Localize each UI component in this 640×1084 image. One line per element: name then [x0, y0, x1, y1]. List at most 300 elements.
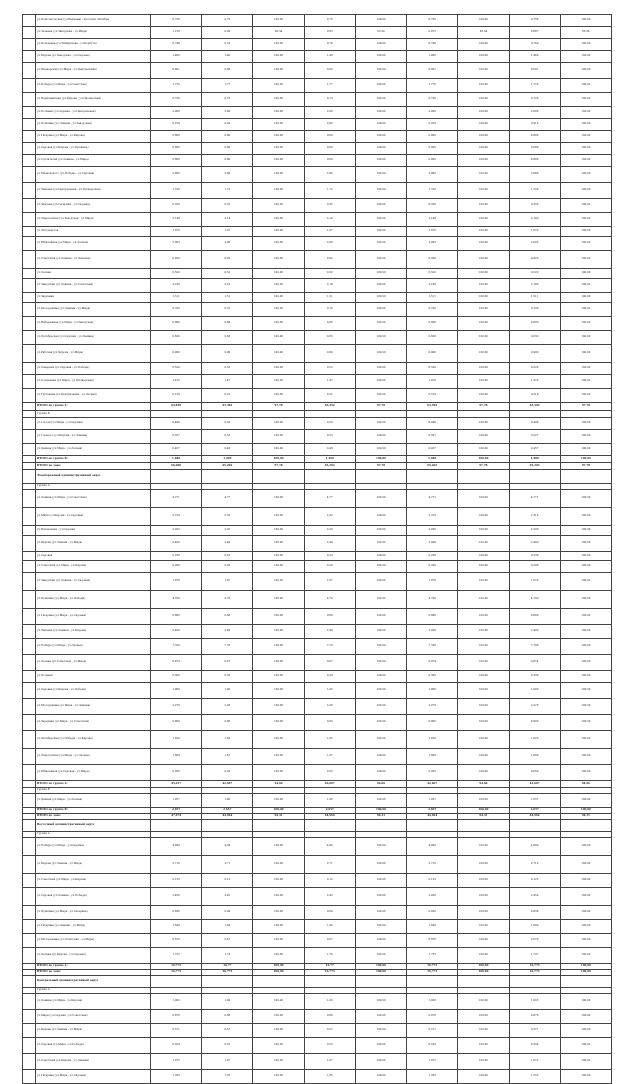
row-number — [23, 731, 36, 749]
value-cell: 16,773 — [407, 964, 458, 970]
value-cell: 1,057 — [509, 794, 560, 808]
value-cell: 1,06 — [202, 794, 253, 808]
value-cell: 100,00 — [253, 749, 304, 765]
value-cell: 100,00 — [253, 345, 304, 363]
value-cell: 2,710 — [407, 856, 458, 874]
value-cell: 100,00 — [355, 765, 406, 781]
value-cell: 2,140 — [509, 213, 560, 227]
value-cell: 100,00 — [560, 683, 611, 699]
value-cell: 100,00 — [253, 331, 304, 345]
value-cell: 16,77 — [304, 964, 355, 970]
street-name-cell: ул.Вокзальная - ул.Садовая — [36, 526, 151, 536]
value-cell: 1,87 — [202, 573, 253, 591]
table-row — [23, 526, 612, 536]
street-name-cell: ул.Маяковского (ул.Победы - ул.Садовая) — [36, 167, 151, 183]
value-cell: 100,00 — [560, 269, 611, 279]
section-row — [23, 820, 612, 832]
value-cell — [560, 820, 611, 832]
value-cell: 100,00 — [560, 920, 611, 934]
value-cell: 100,00 — [560, 731, 611, 749]
value-cell: 2,140 — [407, 213, 458, 227]
value-cell: 2,279 — [407, 699, 458, 715]
street-name-cell: Группа А — [36, 484, 151, 490]
value-cell: 4,840 — [509, 838, 560, 856]
value-cell: 0,92 — [202, 27, 253, 39]
value-cell: 1,87 — [304, 573, 355, 591]
value-cell: 100,00 — [355, 418, 406, 430]
value-cell: 100,00 — [253, 934, 304, 948]
value-cell: 100,00 — [458, 303, 509, 317]
value-cell: 0,300 — [151, 671, 202, 683]
value-cell: 1,640 — [151, 920, 202, 934]
value-cell: 2,860 — [407, 167, 458, 183]
value-cell: 100,00 — [458, 155, 509, 167]
value-cell: 0,70 — [202, 303, 253, 317]
value-cell: 100,00 — [560, 107, 611, 119]
value-cell — [509, 470, 560, 484]
value-cell: 100,00 — [560, 1054, 611, 1070]
value-cell: 4,771 — [407, 490, 458, 508]
value-cell: 0,700 — [151, 303, 202, 317]
value-cell: 0,74 — [202, 39, 253, 51]
section-row — [23, 976, 612, 988]
street-name-cell: ул.Кирова (ул.Ленина - ул.Мира) — [36, 856, 151, 874]
value-cell: 2,200 — [407, 526, 458, 536]
value-cell: 100,00 — [560, 119, 611, 131]
value-cell: 0,919 — [407, 119, 458, 131]
value-cell: 0,125 — [407, 874, 458, 888]
row-number — [23, 856, 36, 874]
value-cell: 0,73 — [304, 93, 355, 107]
value-cell: 100,00 — [253, 213, 304, 227]
row-number — [23, 293, 36, 303]
table-row — [23, 79, 612, 93]
value-cell — [458, 976, 509, 988]
value-cell: 1,460 — [509, 51, 560, 63]
value-cell: 100,00 — [560, 363, 611, 375]
street-name-cell: ул.Гоголя (ул.Мира - ул.Садовая) — [36, 418, 151, 430]
value-cell: 100,00 — [253, 456, 304, 463]
value-cell: 1,770 — [151, 79, 202, 93]
value-cell: 2,400 — [151, 625, 202, 639]
value-cell: 0,900 — [151, 345, 202, 363]
value-cell: 100,00 — [355, 964, 406, 970]
value-cell: 0,46 — [304, 444, 355, 456]
value-cell: 100,00 — [355, 994, 406, 1010]
value-cell: 100,00 — [458, 526, 509, 536]
value-cell: 1,35 — [304, 1070, 355, 1084]
value-cell: 100,00 — [253, 444, 304, 456]
street-name-cell: ул.Садовая (ул.Кирова - ул.Пушкина) — [36, 143, 151, 155]
table-row — [23, 490, 612, 508]
table-row — [23, 683, 612, 699]
value-cell: 100,00 — [560, 279, 611, 293]
value-cell: 100,00 — [458, 251, 509, 269]
street-name-cell: ул.Ленина (ул.Мира - ул.Кирова) — [36, 994, 151, 1010]
value-cell: 1,06 — [304, 794, 355, 808]
value-cell: 0,520 — [509, 363, 560, 375]
row-number — [23, 671, 36, 683]
value-cell — [202, 411, 253, 418]
value-cell: 100,00 — [253, 715, 304, 731]
value-cell: 0,876 — [151, 1010, 202, 1024]
value-cell: 0,800 — [509, 131, 560, 143]
street-name-cell: ул.Набережная (ул.Мира - ул.Заводская) — [36, 317, 151, 331]
value-cell: 0,20 — [304, 561, 355, 573]
value-cell: 100,00 — [355, 1038, 406, 1054]
street-name-cell: ул.Садовая (ул.Ленина - ул.Победы) — [36, 888, 151, 906]
row-number — [23, 131, 36, 143]
value-cell: 100,00 — [458, 363, 509, 375]
row-number — [23, 79, 36, 93]
value-cell: 100,00 — [253, 609, 304, 625]
value-cell — [458, 820, 509, 832]
value-cell: 0,700 — [509, 303, 560, 317]
value-cell: 2,319 — [407, 508, 458, 526]
value-cell: 100,00 — [560, 970, 611, 976]
value-cell: 1,511 — [151, 293, 202, 303]
value-cell: 0,496 — [407, 418, 458, 430]
value-cell: 0,050 — [509, 765, 560, 781]
value-cell: 100,00 — [253, 251, 304, 269]
value-cell: 2,400 — [151, 536, 202, 552]
value-cell: 100,00 — [355, 699, 406, 715]
value-cell: 1,67 — [202, 749, 253, 765]
row-number — [23, 906, 36, 920]
value-cell: 0,571 — [151, 1024, 202, 1038]
value-cell: 1,72 — [202, 183, 253, 199]
value-cell: 100,00 — [253, 994, 304, 1010]
value-cell: 4,70 — [202, 591, 253, 609]
value-cell: 0,670 — [407, 934, 458, 948]
value-cell: 94,66 — [355, 781, 406, 788]
value-cell: 100,00 — [560, 39, 611, 51]
value-cell: 2,450 — [509, 888, 560, 906]
value-cell: 0,601 — [509, 63, 560, 79]
value-cell: 1,070 — [407, 227, 458, 237]
value-cell: 100,00 — [355, 856, 406, 874]
row-number — [23, 765, 36, 781]
value-cell: 2,140 — [151, 213, 202, 227]
value-cell: 0,30 — [202, 671, 253, 683]
value-cell: 1,720 — [151, 183, 202, 199]
row-number — [23, 536, 36, 552]
value-cell: 100,00 — [355, 888, 406, 906]
value-cell: 83,34 — [355, 27, 406, 39]
row-number — [23, 411, 36, 418]
value-cell: 0,876 — [407, 1010, 458, 1024]
row-number — [23, 1010, 36, 1024]
value-cell: 4,77 — [304, 490, 355, 508]
value-cell: 100,00 — [458, 444, 509, 456]
value-cell: 0,80 — [202, 143, 253, 155]
value-cell: 0,80 — [202, 317, 253, 331]
table-row — [23, 591, 612, 609]
value-cell: 100,00 — [458, 213, 509, 227]
value-cell: 1,003 — [407, 994, 458, 1010]
value-cell: 100,00 — [560, 964, 611, 970]
street-name-cell: Группа А — [36, 988, 151, 994]
table-row — [23, 167, 612, 183]
value-cell: 1,353 — [151, 1070, 202, 1084]
value-cell: 2,860 — [509, 167, 560, 183]
value-cell: 1,07 — [202, 227, 253, 237]
value-cell: 100,00 — [355, 143, 406, 155]
value-cell: 0,630 — [509, 331, 560, 345]
value-cell — [407, 411, 458, 418]
value-cell: 1,62 — [304, 731, 355, 749]
value-cell: 0,60 — [202, 63, 253, 79]
value-cell: 2,003 — [151, 237, 202, 251]
value-cell — [202, 820, 253, 832]
value-cell: 100,00 — [355, 948, 406, 964]
value-cell: 0,800 — [151, 131, 202, 143]
value-cell: 100,00 — [458, 418, 509, 430]
value-cell: 100,00 — [560, 237, 611, 251]
value-cell: 94,31 — [560, 814, 611, 820]
row-number — [23, 93, 36, 107]
value-cell: 64,830 — [151, 403, 202, 411]
value-cell: 100,00 — [355, 279, 406, 293]
value-cell: 1,74 — [202, 948, 253, 964]
value-cell: 0,875 — [407, 27, 458, 39]
value-cell: 100,00 — [355, 51, 406, 63]
table-row — [23, 155, 612, 167]
value-cell: 0,30 — [304, 671, 355, 683]
value-cell: 100,00 — [458, 107, 509, 119]
value-cell: 0,527 — [509, 430, 560, 444]
value-cell: 7,700 — [151, 639, 202, 655]
value-cell: 100,00 — [458, 199, 509, 213]
row-number — [23, 199, 36, 213]
value-cell: 100,00 — [253, 552, 304, 561]
value-cell: 100,00 — [458, 948, 509, 964]
value-cell: 0,92 — [304, 119, 355, 131]
value-cell: 0,35 — [202, 199, 253, 213]
value-cell: 65,202 — [407, 463, 458, 470]
value-cell: 100,00 — [355, 715, 406, 731]
table-row — [23, 948, 612, 964]
value-cell: 1,150 — [151, 27, 202, 39]
value-cell: 0,92 — [304, 251, 355, 269]
table-row — [23, 906, 612, 920]
value-cell: 0,836 — [509, 906, 560, 920]
value-cell: 100,00 — [355, 363, 406, 375]
value-cell: 1,072 — [407, 1054, 458, 1070]
street-name-cell: ул.Кирова (ул.Ленина - ул.Мира) — [36, 1024, 151, 1038]
value-cell — [560, 976, 611, 988]
value-cell: 100,00 — [458, 93, 509, 107]
value-cell: 0,52 — [304, 363, 355, 375]
value-cell: 100,00 — [253, 167, 304, 183]
table-row — [23, 331, 612, 345]
total-row — [23, 403, 612, 411]
value-cell: 0,55 — [202, 1038, 253, 1054]
street-name-cell: ул.Заводская (ул.Ленина - ул.Советская) — [36, 279, 151, 293]
table-row — [23, 293, 612, 303]
table-row — [23, 552, 612, 561]
value-cell: 100,00 — [253, 237, 304, 251]
value-cell: 100,00 — [458, 731, 509, 749]
value-cell: 100,00 — [560, 808, 611, 814]
value-cell: 63,392 — [202, 403, 253, 411]
street-name-cell: ул.Заречная (ул.Мира - ул.Советская) — [36, 715, 151, 731]
value-cell: 0,22 — [202, 389, 253, 403]
value-cell: 100,00 — [355, 167, 406, 183]
value-cell: 100,00 — [560, 1038, 611, 1054]
value-cell: 0,050 — [407, 765, 458, 781]
value-cell — [407, 470, 458, 484]
value-cell: 100,00 — [253, 199, 304, 213]
value-cell: 100,00 — [253, 375, 304, 389]
value-cell: 100,00 — [253, 683, 304, 699]
value-cell: 100,00 — [458, 906, 509, 920]
value-cell: 0,800 — [407, 131, 458, 143]
row-number — [23, 838, 36, 856]
value-cell: 0,680 — [407, 609, 458, 625]
table-row — [23, 444, 612, 456]
value-cell: 100,00 — [253, 765, 304, 781]
street-name-cell: ул.Кирова (ул.Заводская - ул.Садовая) — [36, 51, 151, 63]
value-cell: 0,800 — [151, 155, 202, 167]
value-cell: 1,620 — [151, 731, 202, 749]
value-cell: 0,740 — [407, 39, 458, 51]
value-cell: 0,800 — [151, 317, 202, 331]
table-row — [23, 418, 612, 430]
street-name-cell: ул.Лесная (ул.Советская - ул.Мира) — [36, 655, 151, 671]
value-cell: 100,00 — [560, 625, 611, 639]
row-number — [23, 63, 36, 79]
value-cell: 2,19 — [202, 279, 253, 293]
value-cell: 4,771 — [151, 490, 202, 508]
table-row — [23, 573, 612, 591]
value-cell: 100,00 — [355, 237, 406, 251]
value-cell: 0,874 — [407, 655, 458, 671]
value-cell: 100,00 — [560, 143, 611, 155]
table-row — [23, 536, 612, 552]
value-cell: 100,00 — [458, 490, 509, 508]
value-cell — [151, 411, 202, 418]
value-cell: 0,53 — [202, 430, 253, 444]
table-row — [23, 888, 612, 906]
value-cell: 0,12 — [202, 874, 253, 888]
value-cell: 100,00 — [560, 199, 611, 213]
street-name-cell: ул.Советская (ул.Кирова - ул.Ленина) — [36, 1054, 151, 1070]
value-cell: 100,00 — [253, 293, 304, 303]
value-cell: 100,00 — [253, 63, 304, 79]
value-cell: 0,630 — [407, 331, 458, 345]
value-cell: 83,34 — [458, 27, 509, 39]
value-cell: 2,657 — [509, 808, 560, 814]
value-cell: 100,00 — [253, 591, 304, 609]
value-cell: 100,00 — [355, 639, 406, 655]
value-cell: 100,00 — [560, 430, 611, 444]
value-cell: 0,601 — [407, 63, 458, 79]
value-cell: 1,511 — [407, 293, 458, 303]
value-cell: 100,00 — [253, 79, 304, 93]
value-cell: 100,00 — [560, 838, 611, 856]
row-number — [23, 552, 36, 561]
value-cell: 0,84 — [304, 906, 355, 920]
value-cell: 2,657 — [407, 808, 458, 814]
value-cell: 100,00 — [458, 131, 509, 143]
value-cell: 2,28 — [304, 699, 355, 715]
row-number — [23, 699, 36, 715]
value-cell: 0,80 — [304, 715, 355, 731]
table-row — [23, 317, 612, 331]
street-name-cell: ул.Победы (ул.Мира - ул.Советская) — [36, 79, 151, 93]
table-row — [23, 561, 612, 573]
value-cell: 94,66 — [253, 781, 304, 788]
value-cell: 100,00 — [560, 227, 611, 237]
value-cell: 0,800 — [407, 155, 458, 167]
value-cell: 1,720 — [407, 183, 458, 199]
value-cell: 0,67 — [202, 934, 253, 948]
table-row — [23, 609, 612, 625]
value-cell: 1,870 — [151, 573, 202, 591]
value-cell — [355, 411, 406, 418]
value-cell: 1,737 — [407, 948, 458, 964]
value-cell: 63,392 — [407, 403, 458, 411]
value-cell: 1,770 — [509, 79, 560, 93]
value-cell: 97,78 — [560, 403, 611, 411]
value-cell — [304, 820, 355, 832]
value-cell: 100,00 — [560, 508, 611, 526]
value-cell: 2,71 — [202, 856, 253, 874]
value-cell: 97,78 — [355, 463, 406, 470]
street-name-cell: ИТОГО по группе Б: — [36, 808, 151, 814]
row-number — [23, 237, 36, 251]
value-cell: 100,00 — [253, 838, 304, 856]
value-cell: 100,00 — [253, 508, 304, 526]
value-cell: 1,000 — [407, 683, 458, 699]
value-cell: 2,000 — [151, 107, 202, 119]
value-cell: 100,00 — [355, 838, 406, 856]
row-number — [23, 167, 36, 183]
value-cell: 100,00 — [253, 970, 304, 976]
value-cell: 0,88 — [304, 1010, 355, 1024]
value-cell: 100,00 — [458, 920, 509, 934]
value-cell: 0,50 — [202, 418, 253, 430]
value-cell: 4,700 — [407, 591, 458, 609]
value-cell: 100,00 — [458, 573, 509, 591]
value-cell: 100,00 — [458, 655, 509, 671]
value-cell: 100,00 — [458, 561, 509, 573]
value-cell: 100,00 — [355, 874, 406, 888]
value-cell: 0,740 — [509, 39, 560, 51]
row-number — [23, 15, 36, 27]
value-cell: 2,86 — [202, 167, 253, 183]
value-cell: 1,353 — [407, 1070, 458, 1084]
row-number — [23, 1054, 36, 1070]
value-cell: 100,00 — [355, 970, 406, 976]
value-cell: 100,00 — [560, 715, 611, 731]
street-name-cell: ул.Тургенева (ул.Центральная - ул.Лесная) — [36, 389, 151, 403]
row-number — [23, 430, 36, 444]
value-cell: 100,00 — [355, 552, 406, 561]
value-cell: 0,75 — [202, 15, 253, 27]
value-cell: 100,00 — [560, 456, 611, 463]
value-cell: 16,773 — [509, 970, 560, 976]
value-cell: 100,00 — [253, 561, 304, 573]
value-cell: 100,00 — [458, 808, 509, 814]
value-cell: 100,00 — [355, 609, 406, 625]
value-cell: 100,00 — [560, 749, 611, 765]
value-cell: 100,00 — [355, 591, 406, 609]
value-cell: 16,773 — [509, 964, 560, 970]
value-cell: 2,710 — [151, 856, 202, 874]
value-cell: 97,78 — [253, 463, 304, 470]
